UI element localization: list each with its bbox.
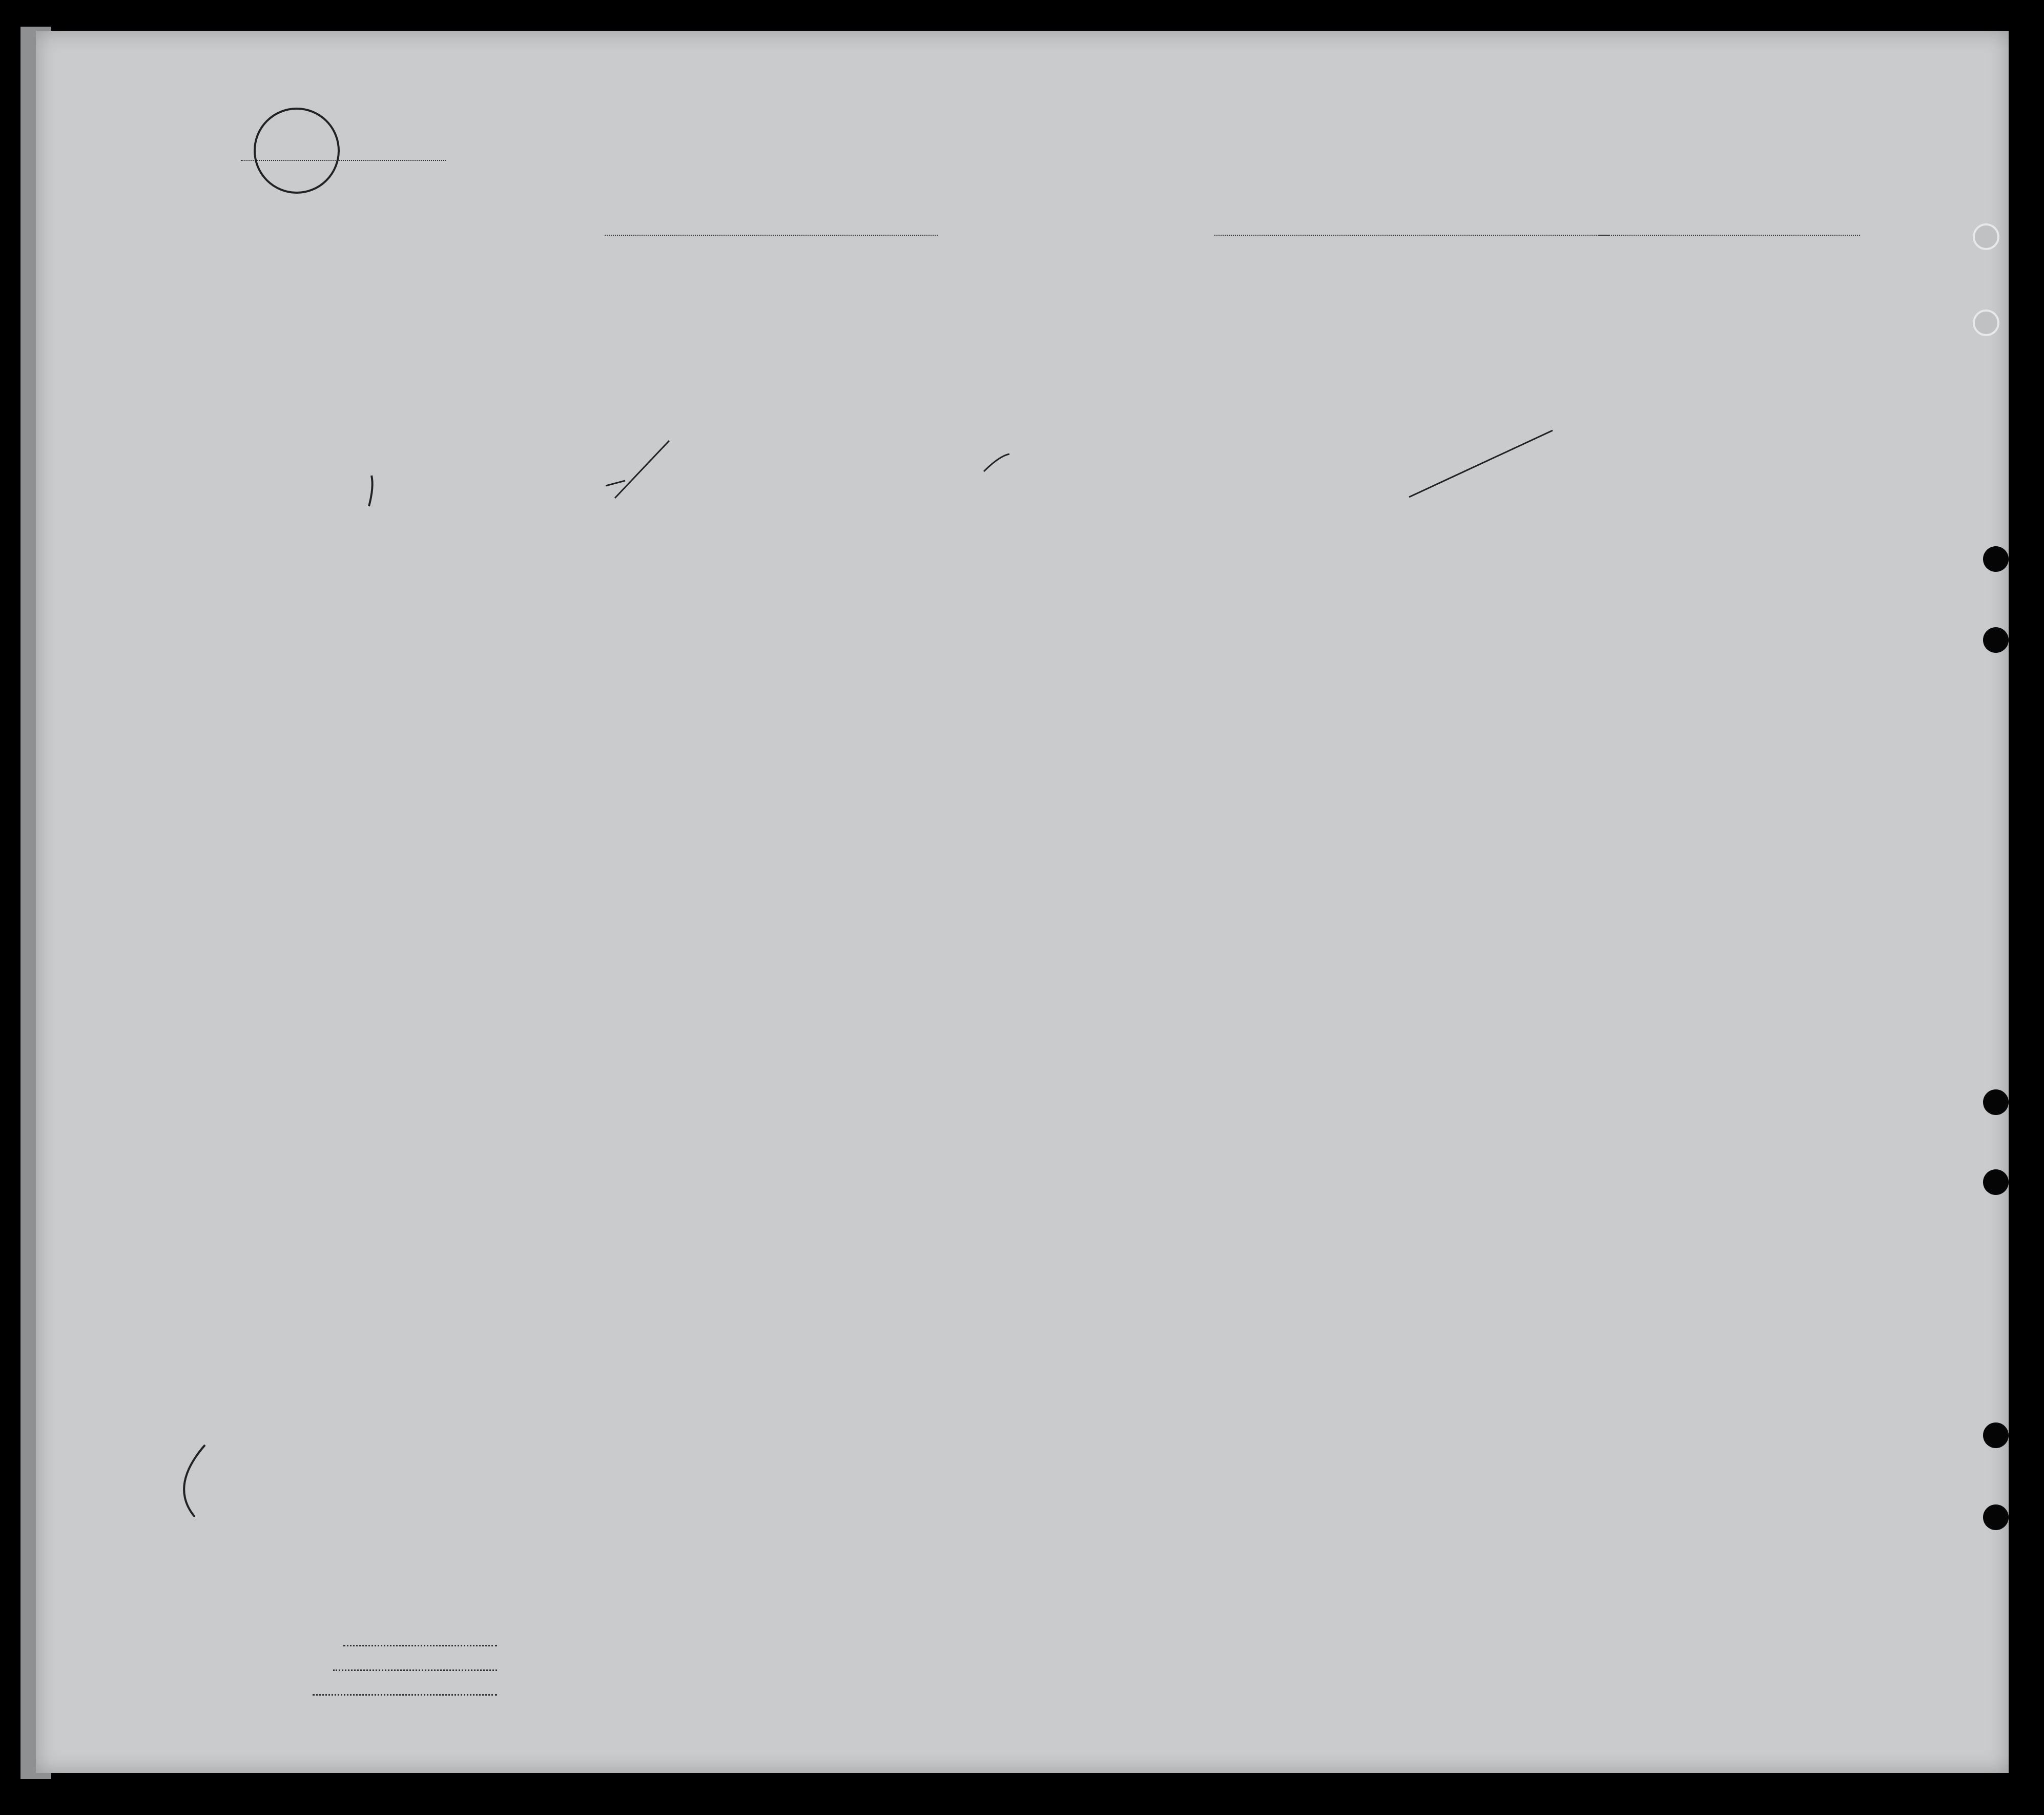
binder-hole: [1983, 1504, 2009, 1530]
aliens-line: [313, 1694, 497, 1696]
reinforced-hole-second: [1973, 310, 1999, 336]
reinforced-hole-top: [1973, 223, 1999, 250]
binder-hole: [1983, 1422, 2009, 1448]
binder-hole: [1983, 1089, 2009, 1115]
manifest-sheet: [36, 31, 2009, 1773]
binder-hole: [1983, 627, 2009, 653]
us-citizens-line: [333, 1669, 497, 1671]
total-passengers-line: [343, 1645, 497, 1646]
handwritten-strokes: [36, 31, 2009, 1773]
binder-hole: [1983, 1169, 2009, 1195]
binder-hole: [1983, 546, 2009, 572]
